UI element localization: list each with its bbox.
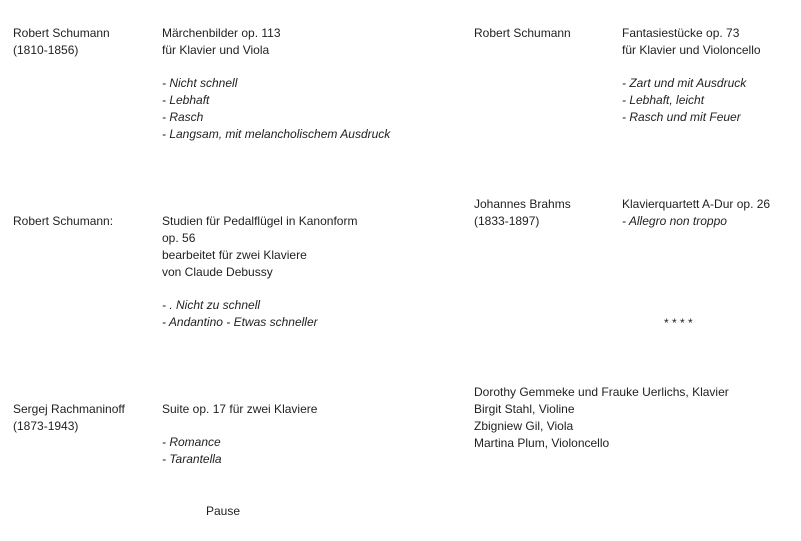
movement: - Langsam, mit melancholischem Ausdruck bbox=[162, 127, 391, 141]
movement: - Romance bbox=[162, 435, 221, 449]
work-kanonform bbox=[162, 213, 357, 331]
composer-schumann-1 bbox=[13, 25, 110, 59]
movement: - . Nicht zu schnell bbox=[162, 298, 261, 312]
work-fantasiestuecke bbox=[622, 25, 761, 126]
work-instrumentation: für Klavier und Viola bbox=[162, 43, 270, 57]
movement: - Lebhaft bbox=[162, 93, 210, 107]
work-title: Klavierquartett A-Dur op. 26 bbox=[622, 197, 771, 211]
work-suite-op17 bbox=[162, 401, 317, 468]
work-maerchenbilder bbox=[162, 25, 390, 143]
work-klavierquartett bbox=[622, 196, 770, 230]
movement: - Nicht schnell bbox=[162, 76, 238, 90]
movement: - Andantino - Etwas schneller bbox=[162, 315, 318, 329]
movement: - Rasch bbox=[162, 110, 204, 124]
separator-stars bbox=[664, 315, 693, 332]
work-opus: op. 56 bbox=[162, 231, 196, 245]
work-arranger: von Claude Debussy bbox=[162, 265, 273, 279]
movement: - Zart und mit Ausdruck bbox=[622, 76, 747, 90]
performer: Zbigniew Gil, Viola bbox=[474, 419, 574, 433]
composer-name: Robert Schumann bbox=[13, 26, 110, 40]
composer-dates: (1833-1897) bbox=[474, 214, 540, 228]
composer-name: Johannes Brahms bbox=[474, 197, 571, 211]
work-title: Studien für Pedalflügel in Kanonform bbox=[162, 214, 358, 228]
composer-name: Robert Schumann bbox=[474, 26, 571, 40]
pause-text: Pause bbox=[206, 504, 241, 518]
composer-name: Robert Schumann: bbox=[13, 214, 114, 228]
composer-dates: (1810-1856) bbox=[13, 43, 79, 57]
movement: - Tarantella bbox=[162, 452, 222, 466]
work-arrangement: bearbeitet für zwei Klaviere bbox=[162, 248, 307, 262]
performer: Martina Plum, Violoncello bbox=[474, 436, 610, 450]
performer: Birgit Stahl, Violine bbox=[474, 402, 575, 416]
performers-list bbox=[474, 384, 729, 452]
work-instrumentation: für Klavier und Violoncello bbox=[622, 43, 761, 57]
composer-brahms bbox=[474, 196, 571, 230]
movement: - Lebhaft, leicht bbox=[622, 93, 705, 107]
composer-name: Sergej Rachmaninoff bbox=[13, 402, 125, 416]
composer-dates: (1873-1943) bbox=[13, 419, 79, 433]
composer-schumann-2 bbox=[13, 213, 113, 230]
movement: - Allegro non troppo bbox=[622, 214, 727, 228]
composer-schumann-3 bbox=[474, 25, 571, 42]
work-title: Märchenbilder op. 113 bbox=[162, 26, 281, 40]
movement: - Rasch und mit Feuer bbox=[622, 110, 741, 124]
composer-rachmaninoff bbox=[13, 401, 125, 435]
pause-label bbox=[206, 503, 240, 520]
work-title: Fantasiestücke op. 73 bbox=[622, 26, 740, 40]
work-title: Suite op. 17 für zwei Klaviere bbox=[162, 402, 318, 416]
separator-text: * * * * bbox=[664, 316, 693, 330]
performer: Dorothy Gemmeke und Frauke Uerlichs, Klavier bbox=[474, 385, 729, 399]
